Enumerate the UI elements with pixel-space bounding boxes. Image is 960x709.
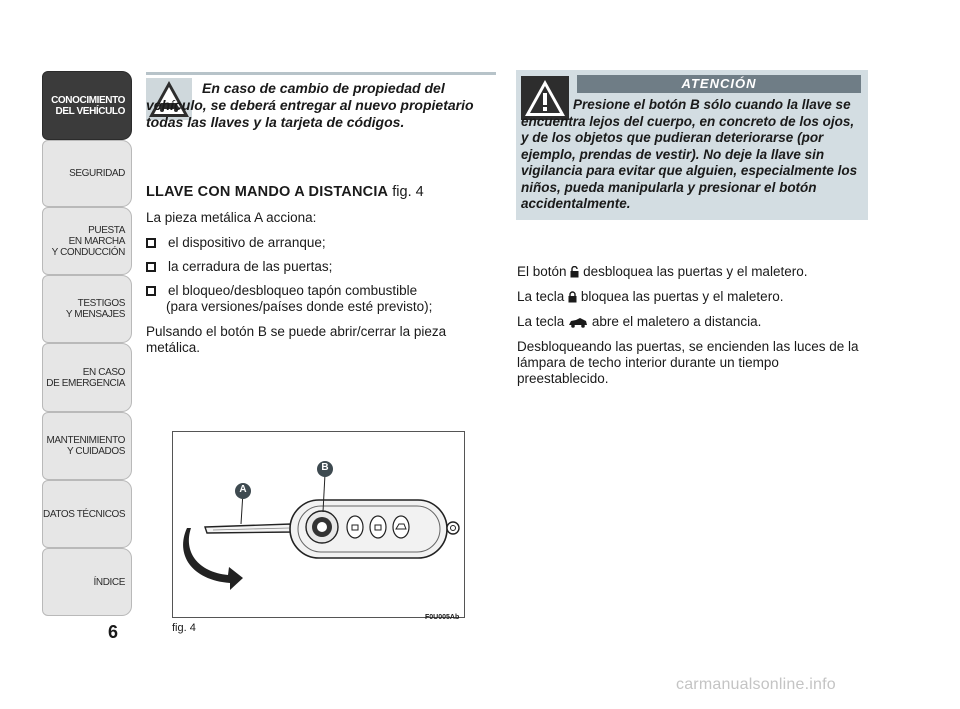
trunk-paragraph: La tecla abre el maletero a distancia.: [517, 314, 762, 329]
tab-mantenimiento-y-cuidados[interactable]: MANTENIMIENTO Y CUIDADOS: [42, 412, 132, 480]
page-number: 6: [108, 622, 119, 642]
key-figure: [172, 431, 465, 618]
attention-text: Presione el botón B sólo cuando la llave se encuentra lejos del cuerpo, en concreto de los ojos, y de los objetos que pudieran deteriorarse (por ejemplo, prendas de vestir). No deje la llave sin vigilancia para evitar que alguien, especialmente los niños, pueda manipularla y presionar el botón accidentalmente.: [521, 97, 858, 211]
trunk-car-icon: [568, 317, 588, 328]
bullet-box-icon: [146, 238, 156, 248]
section-heading: [146, 184, 424, 200]
lock-paragraph: La tecla bloquea las puertas y el maletero.: [517, 289, 784, 304]
heading-fig-ref: fig. 4: [392, 184, 424, 200]
tab-seguridad[interactable]: SEGURIDAD: [42, 140, 132, 207]
watermark: carmanualsonline.info: [676, 676, 836, 693]
unlock-icon: [570, 266, 579, 278]
figure-caption: fig. 4: [172, 622, 196, 634]
label-b: B: [321, 462, 329, 473]
intro-text: La pieza metálica A acciona:: [146, 210, 317, 225]
tab-datos-tecnicos[interactable]: DATOS TÉCNICOS: [42, 480, 132, 548]
tab-testigos-y-mensajes[interactable]: TESTIGOS Y MENSAJES: [42, 275, 132, 343]
section-rule: [146, 72, 496, 75]
closing-text: Pulsando el botón B se puede abrir/cerrar la pieza metálica.: [146, 324, 447, 355]
list-item: el dispositivo de arranque;: [146, 235, 326, 251]
tab-puesta-en-marcha[interactable]: PUESTA EN MARCHA Y CONDUCCIÓN: [42, 207, 132, 275]
heading-title: LLAVE CON MANDO A DISTANCIA: [146, 184, 389, 200]
list-item: el bloqueo/desbloqueo tapón combustible (para versiones/países donde esté previsto);: [146, 283, 432, 315]
interior-light-paragraph: Desbloqueando las puertas, se encienden las luces de la lámpara de techo interior durante un tiempo preestablecido.: [517, 339, 859, 386]
figure-code: F0U005Ab: [425, 614, 460, 621]
bullet-box-icon: [146, 262, 156, 272]
lock-icon: [568, 291, 577, 303]
label-a: A: [239, 484, 247, 495]
tab-conocimiento-del-vehiculo[interactable]: CONOCIMIENTO DEL VEHÍCULO: [42, 71, 132, 140]
attention-title: ATENCIÓN: [577, 75, 861, 93]
remote-key-illustration: [173, 432, 464, 617]
ownership-note: En caso de cambio de propiedad del vehículo, se deberá entregar al nuevo propietario todas las llaves y la tarjeta de códigos.: [146, 80, 474, 130]
list-item: la cerradura de las puertas;: [146, 259, 332, 275]
tab-indice[interactable]: ÍNDICE: [42, 548, 132, 616]
bullet-box-icon: [146, 286, 156, 296]
tab-en-caso-de-emergencia[interactable]: EN CASO DE EMERGENCIA: [42, 343, 132, 412]
unlock-paragraph: El botón desbloquea las puertas y el maletero.: [517, 264, 808, 279]
